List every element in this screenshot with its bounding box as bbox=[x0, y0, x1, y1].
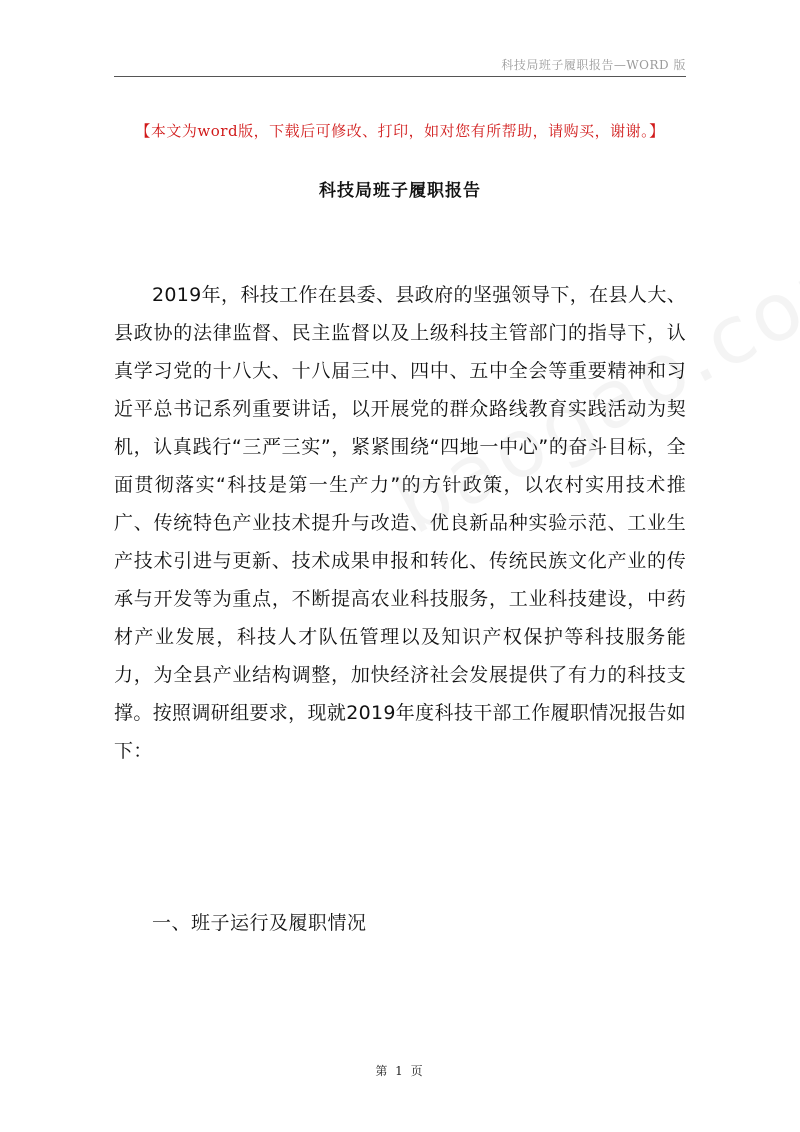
section-heading: 一、班子运行及履职情况 bbox=[152, 912, 367, 934]
body-paragraph: 2019年，科技工作在县委、县政府的坚强领导下，在县人大、县政协的法律监督、民主监督以及上级科技主管部门的指导下，认真学习党的十八大、十八届三中、四中、五中全会等重要精神和习近平总书记系列重要讲话，以开展党的群众路线教育实践活动为契机，认真践行“三严三实”，紧紧围绕“四地一中心”的奋斗目标，全面贯彻落实“科技是第一生产力”的方针政策，以农村实用技术推广、传统特色产业技术提升与改造、优良新品种实验示范、工业生产技术引进与更新、技术成果申报和转化、传统民族文化产业的传承与开发等为重点，不断提高农业科技服务，工业科技建设，中药材产业发展，科技人才队伍管理以及知识产权保护等科技服务能力，为全县产业结构调整，加快经济社会发展提供了有力的科技支撑。按照调研组要求，现就2019年度科技干部工作履职情况报告如下： bbox=[114, 284, 686, 762]
header-divider bbox=[114, 76, 686, 77]
download-notice: 【本文为word版，下载后可修改、打印，如对您有所帮助，请购买，谢谢。】 bbox=[135, 122, 665, 140]
running-header: 科技局班子履职报告—WORD 版 bbox=[501, 58, 686, 72]
document-title: 科技局班子履职报告 bbox=[319, 181, 481, 201]
page-number: 第 1 页 bbox=[375, 1064, 425, 1078]
